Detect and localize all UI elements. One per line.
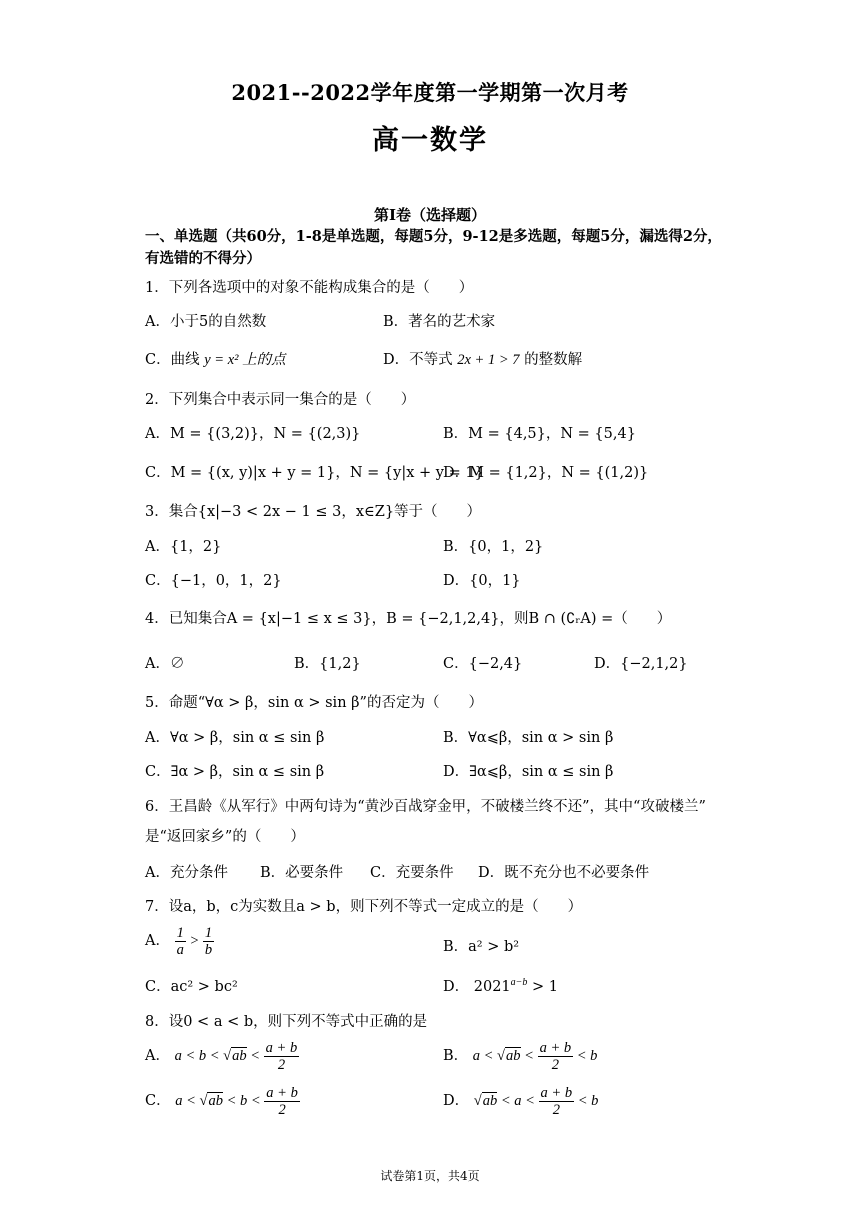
q7-option-a-label: A． [145, 932, 170, 949]
q8-option-a: A． a < b < √ab < $\frac{a + b}{2}$ [145, 1040, 298, 1073]
q1-option-c-math: y = x² 上的点 [204, 352, 286, 368]
page-footer: 试卷第1页，共4页 [380, 1169, 480, 1183]
q7-option-b: B．a² > b² [443, 939, 520, 955]
q2-option-a: A．M = {(3,2)}，N = {(2,3)} [145, 426, 361, 442]
q8-option-b-label: B． [443, 1047, 469, 1064]
q1-option-a: A．小于5的自然数 [145, 314, 267, 330]
q6-option-c: C．充要条件 [370, 865, 454, 881]
q8-option-c: C． a < √ab < b < $\frac{a + b}{2}$ [145, 1085, 298, 1118]
q2-option-c: C．M = {(x, y)|x + y = 1}，N = {y|x + y = 1} [145, 465, 484, 481]
q1-stem: 1．下列各选项中的对象不能构成集合的是（ ） [145, 280, 474, 296]
q7-option-d-post: > 1 [527, 979, 558, 995]
q8-stem: 8．设0 < a < b，则下列不等式中正确的是 [145, 1014, 428, 1030]
q1-option-c-label: C．曲线 [145, 352, 200, 368]
q6-stem: 6．王昌龄《从军行》中两句诗为“黄沙百战穿金甲，不破楼兰终不还”，其中“攻破楼兰” [145, 799, 706, 815]
q1-option-b: B．著名的艺术家 [383, 314, 496, 330]
q4-stem: 4．已知集合A = {x|−1 ≤ x ≤ 3}，B = {−2,1,2,4}，则B ∩ (∁ᵣA) =（ ） [145, 611, 672, 627]
q3-option-c: C．{−1，0，1，2} [145, 573, 282, 589]
q7-option-c: C．ac² > bc² [145, 979, 238, 995]
q1-option-d-post: 的整数解 [524, 352, 583, 368]
q5-option-a: A．∀α > β，sin α ≤ sin β [145, 730, 325, 746]
q8-option-a-label: A． [145, 1047, 170, 1064]
q7-option-d-label: D． [443, 979, 470, 995]
q4-option-d: D．{−2,1,2} [594, 656, 688, 672]
exam-title: 2021--2022学年度第一学期第一次月考 [231, 80, 629, 105]
q6-option-a: A．充分条件 [145, 865, 228, 881]
q1-option-d-label: D．不等式 [383, 352, 453, 368]
q5-option-c: C．∃α > β，sin α ≤ sin β [145, 764, 325, 780]
q5-stem: 5．命题“∀α > β，sin α > sin β”的否定为（ ） [145, 695, 483, 711]
q5-option-b: B．∀α⩽β，sin α > sin β [443, 730, 614, 746]
q2-option-d: D．M = {1,2}，N = {(1,2)} [443, 465, 649, 481]
q3-stem: 3．集合{x|−3 < 2x − 1 ≤ 3，x∈Z}等于（ ） [145, 504, 482, 520]
q6-stem-line2: 是“返回家乡”的（ ） [145, 829, 305, 845]
q8-option-d: D． √ab < a < $\frac{a + b}{2}$ < b [443, 1085, 599, 1118]
q4-option-a: A．∅ [145, 656, 185, 672]
q3-option-b: B．{0，1，2} [443, 539, 544, 555]
q1-option-d [383, 348, 582, 369]
q1-option-c [145, 348, 286, 369]
q2-stem: 2．下列集合中表示同一集合的是（ ） [145, 392, 416, 408]
q4-option-b: B．{1,2} [294, 656, 361, 672]
section-title: 第Ⅰ卷（选择题） [373, 206, 487, 224]
q7-option-d [443, 975, 558, 996]
q7-option-d-base: 2021 [473, 979, 511, 995]
q6-option-d: D．既不充分也不必要条件 [478, 865, 650, 881]
q4-option-c: C．{−2,4} [443, 656, 523, 672]
q8-option-c-label: C． [145, 1092, 171, 1109]
q1-option-d-math: 2x + 1 > 7 [457, 352, 520, 368]
q7-stem: 7．设a，b，c为实数且a > b，则下列不等式一定成立的是（ ） [145, 899, 583, 915]
q3-option-d: D．{0，1} [443, 573, 521, 589]
q7-option-d-exp: a−b [510, 977, 528, 989]
part-instructions: 一、单选题（共60分，1-8是单选题，每题5分，9-12是多选题，每题5分，漏选得2分，有选错的不得分） [145, 228, 722, 267]
subject-title: 高一数学 [372, 125, 488, 156]
q3-option-a: A．{1，2} [145, 539, 222, 555]
q5-option-d: D．∃α⩽β，sin α ≤ sin β [443, 764, 614, 780]
q8-option-d-label: D． [443, 1092, 470, 1109]
q2-option-b: B．M = {4,5}，N = {5,4} [443, 426, 636, 442]
q8-option-b: B． a < √ab < $\frac{a + b}{2}$ < b [443, 1040, 598, 1073]
q6-option-b: B．必要条件 [260, 865, 344, 881]
q7-option-a: A． $\frac{1}{a}$ > $\frac{1}{b}$ [145, 925, 213, 958]
